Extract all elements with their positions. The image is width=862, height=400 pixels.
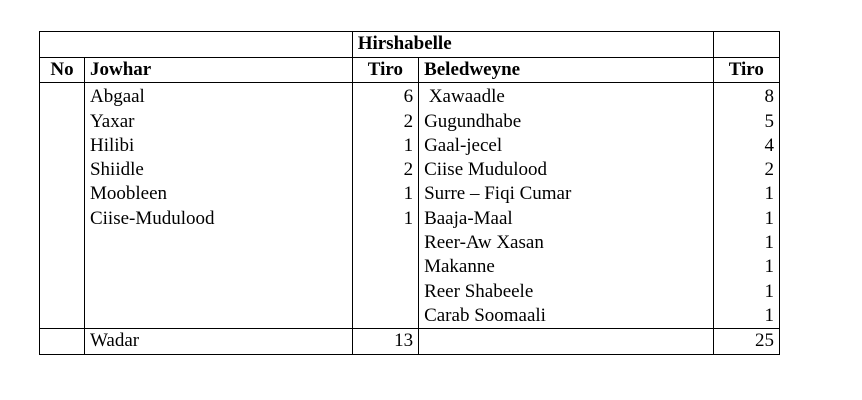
list-item: Abgaal [89, 86, 145, 108]
beledweyne-counts-cell [713, 83, 779, 329]
total-no-cell [40, 329, 85, 354]
no-cell [40, 83, 85, 329]
header-tiro-jowhar: Tiro [352, 58, 418, 83]
list-item: Carab Soomaali [424, 304, 546, 326]
column-header-row [40, 58, 780, 83]
list-item: Baaja-Maal [424, 207, 513, 229]
list-item: Gaal-jecel [424, 134, 503, 156]
list-item: Makanne [424, 256, 495, 278]
beledweyne-total-label-cell [419, 329, 714, 354]
list-item: Hilibi [89, 134, 135, 156]
jowhar-total: 13 [352, 329, 418, 354]
list-item: Surre – Fiqi Cumar [424, 183, 572, 205]
total-label: Wadar [84, 329, 352, 354]
list-item: Ciise Mudulood [424, 159, 548, 181]
header-beledweyne: Beledweyne [419, 58, 714, 83]
header-no: No [40, 58, 85, 83]
count-item: 5 [764, 110, 774, 132]
header-jowhar: Jowhar [84, 58, 352, 83]
count-item: 1 [403, 183, 414, 205]
list-item: Moobleen [89, 183, 168, 205]
list-item: Reer Shabeele [424, 280, 534, 302]
list-item: Ciise-Mudulood [89, 207, 215, 229]
list-item: Xawaadle [424, 86, 505, 108]
jowhar-counts-cell [352, 83, 418, 329]
count-item: 1 [764, 207, 774, 229]
total-row [40, 329, 780, 354]
list-item: Gugundhabe [424, 110, 522, 132]
region-header: Hirshabelle [352, 32, 713, 58]
count-item: 4 [764, 134, 774, 156]
list-item: Reer-Aw Xasan [424, 232, 544, 254]
header-tiro-beledweyne: Tiro [713, 58, 779, 83]
count-item: 1 [764, 183, 774, 205]
count-item: 2 [764, 159, 774, 181]
count-item: 1 [403, 134, 414, 156]
count-item: 1 [764, 256, 774, 278]
beledweyne-names-cell [419, 83, 714, 329]
beledweyne-total: 25 [713, 329, 779, 354]
count-item: 1 [764, 304, 774, 326]
blank-header-cell [40, 32, 353, 58]
clan-count-table [39, 31, 780, 355]
count-item: 1 [403, 207, 414, 229]
count-item: 8 [764, 86, 774, 108]
jowhar-names-cell [84, 83, 352, 329]
region-header-row [40, 32, 780, 58]
data-row [40, 83, 780, 329]
list-item: Shiidle [89, 159, 144, 181]
list-item: Yaxar [89, 110, 135, 132]
blank-header-cell-right [713, 32, 779, 58]
count-item: 6 [403, 86, 414, 108]
count-item: 1 [764, 280, 774, 302]
count-item: 2 [403, 110, 414, 132]
count-item: 1 [764, 232, 774, 254]
count-item: 2 [403, 159, 414, 181]
